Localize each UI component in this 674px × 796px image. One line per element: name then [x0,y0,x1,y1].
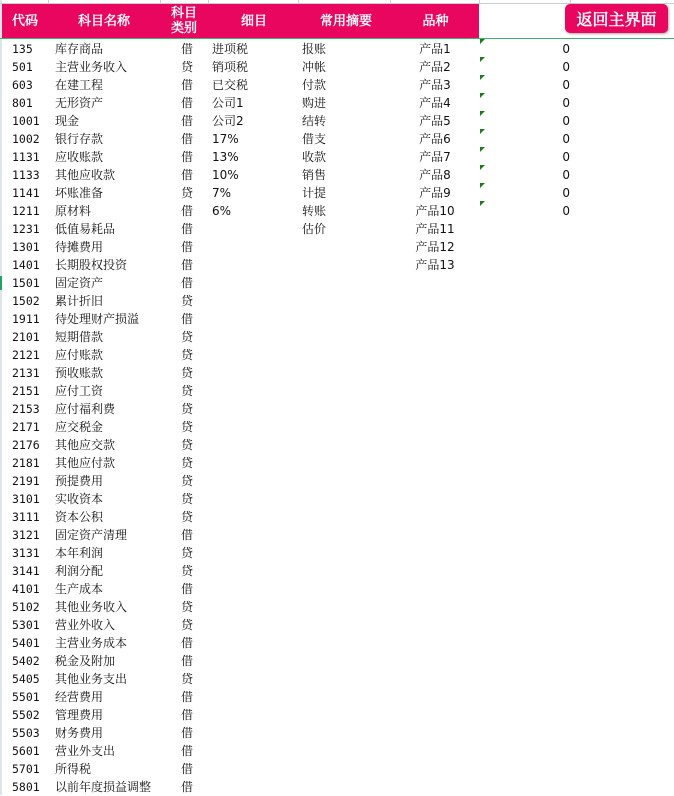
account-name-cell[interactable]: 其他应付款 [55,456,116,470]
account-code-cell[interactable]: 2171 [12,420,40,434]
value-cell[interactable]: 0 [562,78,570,92]
table-row[interactable] [0,94,674,112]
account-name-cell[interactable]: 待摊费用 [55,240,104,254]
account-name-cell[interactable]: 所得税 [55,762,92,776]
table-row[interactable] [0,274,674,292]
table-row[interactable] [0,148,674,166]
detail-cell[interactable]: 6% [212,204,232,218]
account-type-cell[interactable]: 借 [180,96,193,110]
value-cell[interactable]: 0 [562,204,570,218]
account-code-cell[interactable]: 5503 [12,726,40,740]
account-name-cell[interactable]: 应交税金 [55,420,104,434]
summary-cell[interactable]: 计提 [302,186,327,200]
header-detail: 细目 [240,13,267,29]
product-cell[interactable]: 产品1 [419,42,451,56]
account-code-cell[interactable]: 5601 [12,744,40,758]
account-type-cell[interactable]: 借 [180,222,193,236]
account-name-cell[interactable]: 营业外支出 [55,744,116,758]
table-row[interactable] [0,580,674,598]
account-name-cell[interactable]: 主营业务成本 [55,636,128,650]
value-cell[interactable]: 0 [562,168,570,182]
account-type-cell[interactable]: 借 [180,780,193,794]
account-type-cell[interactable]: 贷 [180,60,193,74]
account-name-cell[interactable]: 待处理财产损溢 [55,312,140,326]
summary-cell[interactable]: 收款 [302,150,327,164]
account-type-cell[interactable]: 贷 [180,438,193,452]
account-name-cell[interactable]: 低值易耗品 [55,222,116,236]
account-code-cell[interactable]: 3111 [12,510,40,524]
account-code-cell[interactable]: 3141 [12,564,40,578]
table-row[interactable] [0,760,674,778]
account-type-cell[interactable]: 贷 [180,672,193,686]
error-indicator-icon [480,57,485,62]
table-row[interactable] [0,598,674,616]
account-type-cell[interactable]: 借 [180,762,193,776]
account-code-cell[interactable]: 2153 [12,402,40,416]
account-type-cell[interactable]: 贷 [180,600,193,614]
header-account-type: 科目 类别 [170,6,197,36]
account-code-cell[interactable]: 5102 [12,600,40,614]
table-row[interactable] [0,724,674,742]
account-type-cell[interactable]: 贷 [180,348,193,362]
error-indicator-icon [480,129,485,134]
table-row[interactable] [0,364,674,382]
product-cell[interactable]: 产品4 [419,96,451,110]
account-code-cell[interactable]: 3121 [12,528,40,542]
account-type-cell[interactable]: 借 [180,168,193,182]
table-row[interactable] [0,562,674,580]
account-type-cell[interactable]: 借 [180,312,193,326]
account-type-cell[interactable]: 贷 [180,366,193,380]
table-row[interactable] [0,634,674,652]
account-type-cell[interactable]: 借 [180,258,193,272]
product-cell[interactable]: 产品2 [419,60,451,74]
table-row[interactable] [0,454,674,472]
account-type-cell[interactable]: 借 [180,744,193,758]
error-indicator-icon [480,75,485,80]
table-row[interactable] [0,346,674,364]
account-type-cell[interactable]: 借 [180,636,193,650]
detail-cell[interactable]: 7% [212,186,232,200]
account-type-cell[interactable]: 借 [180,240,193,254]
summary-cell[interactable]: 结转 [302,114,327,128]
table-row[interactable] [0,310,674,328]
account-name-cell[interactable]: 经营费用 [55,690,104,704]
account-name-cell[interactable]: 其他应交款 [55,438,116,452]
detail-cell[interactable]: 进项税 [212,42,249,56]
account-name-cell[interactable]: 应付账款 [55,348,104,362]
account-name-cell[interactable]: 固定资产 [55,276,104,290]
table-row[interactable] [0,436,674,454]
account-name-cell[interactable]: 利润分配 [55,564,104,578]
account-code-cell[interactable]: 1401 [12,258,40,272]
account-code-cell[interactable]: 5402 [12,654,40,668]
table-row[interactable] [0,112,674,130]
detail-cell[interactable]: 公司1 [212,96,244,110]
account-type-cell[interactable]: 贷 [180,402,193,416]
account-type-cell[interactable]: 贷 [180,294,193,308]
value-cell[interactable]: 0 [562,96,570,110]
account-type-cell[interactable]: 借 [180,78,193,92]
account-type-cell[interactable]: 贷 [180,420,193,434]
table-row[interactable] [0,238,674,256]
account-type-cell[interactable]: 借 [180,690,193,704]
product-cell[interactable]: 产品8 [419,168,451,182]
account-code-cell[interactable]: 1131 [12,150,40,164]
table-row[interactable] [0,400,674,418]
header-summary: 常用摘要 [319,13,372,29]
account-code-cell[interactable]: 5502 [12,708,40,722]
value-cell[interactable]: 0 [562,186,570,200]
header-code: 代码 [11,13,38,29]
account-type-cell[interactable]: 借 [180,726,193,740]
table-row[interactable] [0,490,674,508]
account-code-cell[interactable]: 1001 [12,114,40,128]
account-code-cell[interactable]: 1133 [12,168,40,182]
table-row[interactable] [0,220,674,238]
summary-cell[interactable]: 借支 [302,132,327,146]
product-cell[interactable]: 产品11 [415,222,455,236]
detail-cell[interactable]: 公司2 [212,114,244,128]
account-code-cell[interactable]: 5501 [12,690,40,704]
account-type-cell[interactable]: 借 [180,114,193,128]
account-type-cell[interactable]: 贷 [180,474,193,488]
account-name-cell[interactable]: 预提费用 [55,474,104,488]
account-name-cell[interactable]: 累计折旧 [55,294,104,308]
product-cell[interactable]: 产品12 [415,240,455,254]
detail-cell[interactable]: 销项税 [212,60,249,74]
account-name-cell[interactable]: 主营业务收入 [55,60,128,74]
account-type-cell[interactable]: 借 [180,276,193,290]
account-type-cell[interactable]: 借 [180,654,193,668]
table-row[interactable] [0,40,674,58]
account-code-cell[interactable]: 3101 [12,492,40,506]
table-row[interactable] [0,328,674,346]
account-code-cell[interactable]: 3131 [12,546,40,560]
detail-cell[interactable]: 17% [212,132,239,146]
product-cell[interactable]: 产品10 [415,204,455,218]
error-indicator-icon [480,147,485,152]
summary-cell[interactable]: 估价 [302,222,327,236]
table-row[interactable] [0,202,674,220]
account-name-cell[interactable]: 预收账款 [55,366,104,380]
account-name-cell[interactable]: 长期股权投资 [55,258,128,272]
table-row[interactable] [0,130,674,148]
value-cell[interactable]: 0 [562,60,570,74]
summary-cell[interactable]: 付款 [302,78,327,92]
product-cell[interactable]: 产品7 [419,150,451,164]
error-indicator-icon [480,111,485,116]
account-code-cell[interactable]: 5701 [12,762,40,776]
account-name-cell[interactable]: 应付福利费 [55,402,116,416]
account-name-cell[interactable]: 应收账款 [55,150,104,164]
account-type-cell[interactable]: 贷 [180,384,193,398]
account-code-cell[interactable]: 2121 [12,348,40,362]
account-type-cell[interactable]: 贷 [180,546,193,560]
account-type-cell[interactable]: 借 [180,528,193,542]
account-code-cell[interactable]: 1141 [12,186,40,200]
account-code-cell[interactable]: 1002 [12,132,40,146]
account-type-cell[interactable]: 借 [180,132,193,146]
account-code-cell[interactable]: 603 [12,78,33,92]
header-account-name: 科目名称 [77,13,130,29]
account-type-cell[interactable]: 贷 [180,618,193,632]
account-code-cell[interactable]: 4101 [12,582,40,596]
account-name-cell[interactable]: 以前年度损益调整 [55,780,152,794]
error-indicator-icon [480,93,485,98]
account-name-cell[interactable]: 资本公积 [55,510,104,524]
account-code-cell[interactable]: 2181 [12,456,40,470]
table-header [2,4,479,38]
account-name-cell[interactable]: 应付工资 [55,384,104,398]
account-code-cell[interactable]: 1502 [12,294,40,308]
table-row[interactable] [0,256,674,274]
account-name-cell[interactable]: 本年利润 [55,546,104,560]
value-cell[interactable]: 0 [562,114,570,128]
account-code-cell[interactable]: 135 [12,42,33,56]
account-code-cell[interactable]: 2131 [12,366,40,380]
table-row[interactable] [0,418,674,436]
value-cell[interactable]: 0 [562,42,570,56]
table-row[interactable] [0,184,674,202]
account-type-cell[interactable]: 贷 [180,186,193,200]
account-code-cell[interactable]: 5405 [12,672,40,686]
value-cell[interactable]: 0 [562,132,570,146]
account-code-cell[interactable]: 501 [12,60,33,74]
table-row[interactable] [0,616,674,634]
product-cell[interactable]: 产品5 [419,114,451,128]
product-cell[interactable]: 产品13 [415,258,455,272]
account-type-cell[interactable]: 贷 [180,510,193,524]
summary-cell[interactable]: 转账 [302,204,327,218]
account-code-cell[interactable]: 2101 [12,330,40,344]
account-type-cell[interactable]: 贷 [180,492,193,506]
product-cell[interactable]: 产品3 [419,78,451,92]
account-name-cell[interactable]: 在建工程 [55,78,104,92]
header-separator [0,38,674,39]
table-row[interactable] [0,382,674,400]
account-name-cell[interactable]: 税金及附加 [55,654,116,668]
table-row[interactable] [0,166,674,184]
table-row[interactable] [0,742,674,760]
account-name-cell[interactable]: 银行存款 [55,132,104,146]
account-type-cell[interactable]: 借 [180,150,193,164]
table-row[interactable] [0,652,674,670]
account-name-cell[interactable]: 营业外收入 [55,618,116,632]
account-type-cell[interactable]: 贷 [180,456,193,470]
account-type-cell[interactable]: 借 [180,582,193,596]
account-name-cell[interactable]: 库存商品 [55,42,104,56]
account-name-cell[interactable]: 原材料 [55,204,92,218]
account-name-cell[interactable]: 无形资产 [55,96,104,110]
account-code-cell[interactable]: 5401 [12,636,40,650]
account-code-cell[interactable]: 1231 [12,222,40,236]
account-code-cell[interactable]: 801 [12,96,33,110]
account-code-cell[interactable]: 1301 [12,240,40,254]
detail-cell[interactable]: 已交税 [212,78,249,92]
table-row[interactable] [0,76,674,94]
error-indicator-icon [480,183,485,188]
account-code-cell[interactable]: 1501 [12,276,40,290]
table-row[interactable] [0,706,674,724]
account-name-cell[interactable]: 管理费用 [55,708,104,722]
summary-cell[interactable]: 报账 [302,42,327,56]
value-cell[interactable]: 0 [562,150,570,164]
account-type-cell[interactable]: 借 [180,42,193,56]
table-row[interactable] [0,670,674,688]
account-type-cell[interactable]: 借 [180,708,193,722]
table-row[interactable] [0,58,674,76]
account-name-cell[interactable]: 现金 [55,114,80,128]
table-row[interactable] [0,544,674,562]
account-name-cell[interactable]: 短期借款 [55,330,104,344]
account-name-cell[interactable]: 其他应收款 [55,168,116,182]
detail-cell[interactable]: 10% [212,168,239,182]
account-name-cell[interactable]: 固定资产清理 [55,528,128,542]
summary-cell[interactable]: 购进 [302,96,327,110]
error-indicator-icon [480,165,485,170]
account-name-cell[interactable]: 实收资本 [55,492,104,506]
account-type-cell[interactable]: 借 [180,204,193,218]
account-name-cell[interactable]: 其他业务支出 [55,672,128,686]
account-code-cell[interactable]: 5301 [12,618,40,632]
account-code-cell[interactable]: 2191 [12,474,40,488]
account-code-cell[interactable]: 1211 [12,204,40,218]
error-indicator-icon [480,39,485,44]
account-name-cell[interactable]: 坏账准备 [55,186,104,200]
account-type-cell[interactable]: 贷 [180,564,193,578]
table-row[interactable] [0,292,674,310]
table-row[interactable] [0,472,674,490]
account-code-cell[interactable]: 1911 [12,312,40,326]
table-row[interactable] [0,778,674,796]
error-indicator-icon [480,201,485,206]
detail-cell[interactable]: 13% [212,150,239,164]
account-code-cell[interactable]: 5801 [12,780,40,794]
summary-cell[interactable]: 冲帐 [302,60,327,74]
return-main-button[interactable]: 返回主界面 [565,4,668,33]
account-type-cell[interactable]: 贷 [180,330,193,344]
account-code-cell[interactable]: 2151 [12,384,40,398]
account-name-cell[interactable]: 财务费用 [55,726,104,740]
table-row[interactable] [0,508,674,526]
table-row[interactable] [0,688,674,706]
product-cell[interactable]: 产品9 [419,186,451,200]
account-name-cell[interactable]: 生产成本 [55,582,104,596]
header-product: 品种 [422,13,449,29]
table-row[interactable] [0,526,674,544]
account-name-cell[interactable]: 其他业务收入 [55,600,128,614]
product-cell[interactable]: 产品6 [419,132,451,146]
account-code-cell[interactable]: 2176 [12,438,40,452]
summary-cell[interactable]: 销售 [302,168,327,182]
